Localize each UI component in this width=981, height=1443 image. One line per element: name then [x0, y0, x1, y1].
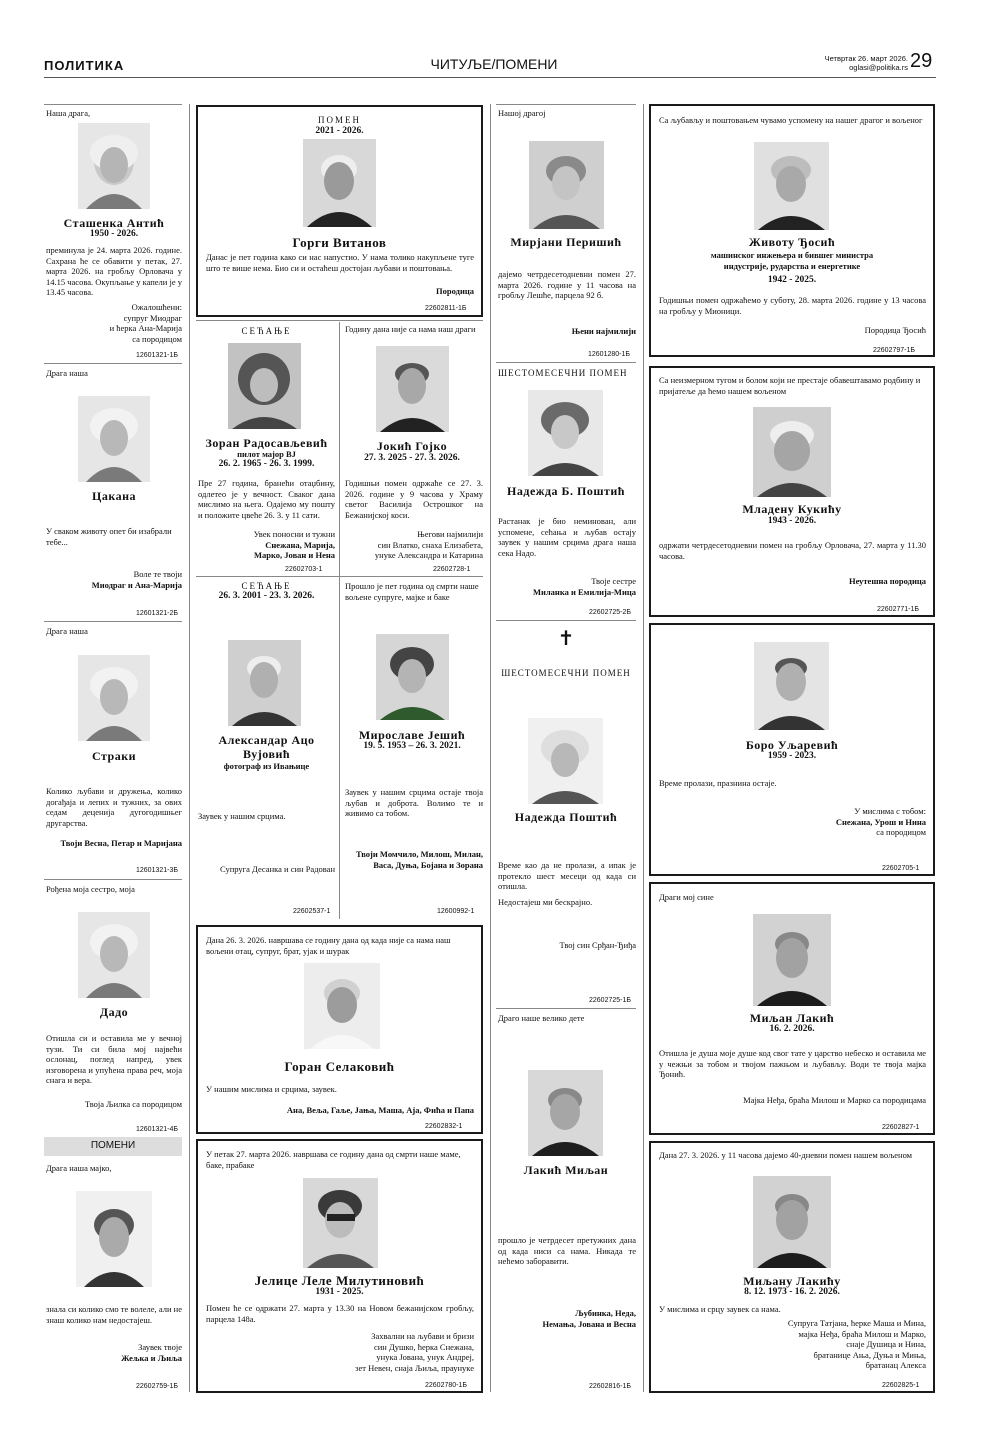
portrait-photo [754, 642, 829, 730]
issue-date: Четвртак 26. март 2026. oglasi@politika.rs [824, 54, 908, 72]
ad-code: 12601321-2Б [136, 610, 178, 617]
notice-intro: Драга наша [46, 626, 88, 636]
deceased-name: Мирјани Перишић [510, 235, 622, 249]
portrait-photo [303, 1178, 378, 1268]
notice-text: У нашим мислима и срцима, заувек. [206, 1084, 337, 1094]
ad-code: 22602811-1Б [425, 305, 467, 312]
deceased-role: фотограф из Ивањице [223, 761, 310, 771]
ad-code: 12601280-1Б [588, 351, 630, 358]
notice-text: одржати четрдесетодневни помен на гробљу Орловача, 27. марта у 11.30 часова. [659, 540, 926, 561]
notice-label: ШЕСТОМЕСЕЧНИ ПОМЕН [498, 368, 628, 378]
signature: Мајка Неђа, браћа Милош и Марко са породицама [743, 1095, 926, 1105]
notice-intro: Драго наше велико дете [498, 1013, 585, 1023]
portrait-photo [529, 141, 604, 229]
deceased-name: Надежда Б. Поштић [507, 484, 625, 498]
deceased-name: Александар Ацо Вујовић [218, 733, 315, 761]
signature: Захвални на љубави и бризи син Душко, ћерка Снежана, унука Јована, унук Андреј, зет Невен, снаја Љиља, праунуке [355, 1331, 474, 1373]
life-dates: 1959 - 2023. [767, 751, 817, 761]
portrait-photo [528, 390, 603, 476]
life-dates: 16. 2. 2026. [769, 1024, 815, 1034]
life-dates: 26. 2. 1965 - 26. 3. 1999. [218, 459, 315, 469]
deceased-name: Мирославе Јешић [358, 728, 466, 742]
signature: Твоји Момчило, Милош, Милан, Васа, Дуња, Бојана и Зорана [356, 849, 483, 870]
deceased-name: Страки [91, 749, 137, 763]
section-label-pomeni: ПОМЕНИ [44, 1137, 182, 1156]
page-header [44, 50, 936, 82]
deceased-name: Сташенка Антић [63, 216, 165, 230]
portrait-photo [228, 343, 301, 429]
portrait-photo [528, 718, 603, 804]
column-divider [189, 104, 190, 1392]
portrait-photo [754, 142, 829, 230]
life-dates: 1942 - 2025. [767, 275, 817, 285]
notice-intro: Наша драга, [46, 108, 91, 118]
notice-text: Помен ће се одржати 27. марта у 13.30 на Новом бежанијском гробљу, парцела 148а. [206, 1303, 474, 1324]
life-dates: 1943 - 2026. [767, 516, 817, 526]
signature: Супруга Десанка и син Радован [220, 864, 335, 874]
notice-intro: Драга наша мајко, [46, 1163, 112, 1173]
deceased-name: Јокић Гојко [376, 439, 448, 453]
signature: Неутешна породица [848, 576, 926, 586]
notice-intro: Рођена моја сестро, моја [46, 884, 135, 894]
deceased-name: Лакић Миљан [523, 1163, 609, 1177]
notice-text: Отишла је душа моје душе код свог тате у царство небеско и оставила ме у чежњи за тобом и твојом пажњом и љубављу. Води те твоја мајка Ђонић. [659, 1048, 926, 1079]
notice-text: Годишњи помен одржаће се 27. 3. 2026. године у 9 часова у Храму светог Василија Острошког на Бежанијској коси. [345, 478, 483, 520]
portrait-photo [753, 407, 831, 497]
deceased-name: Горан Селаковић [284, 1059, 395, 1074]
notice-label: СЕЋАЊЕ [241, 326, 292, 336]
section-title: ЧИТУЉЕ/ПОМЕНИ [430, 56, 558, 72]
notice-text: дајемо четрдесетодневни помен 27. марта 2026. године у 11 часова на гробљу Лешће, парцела 92 б. [498, 269, 636, 300]
signature: Ожалошћени: супруг Миодраг и ћерка Ана-Марија са породицом [109, 302, 182, 344]
notice-text: преминула је 24. марта 2026. године. Сахрана ће се обавити у петак, 27. марта 2026. на гробљу Орловача у 14.15 часова. Окупљање у капели је у 13.45 часова. [46, 245, 182, 297]
notice-intro: Дана 26. 3. 2026. навршава се годину дана од када није са нама наш вољени отац, супруг, брат, ујак и шурак [206, 935, 451, 956]
portrait-photo [228, 640, 301, 726]
portrait-photo [76, 1191, 152, 1287]
portrait-photo [78, 396, 150, 482]
notice-intro: Са неизмерном тугом и болом који не престаје обавештавамо родбину и пријатеље да ћемо нашем вољеном [659, 375, 921, 396]
deceased-name: Младену Кукићу [742, 502, 842, 516]
deceased-name: Боро Уљаревић [745, 738, 839, 752]
life-dates: 26. 3. 2001 - 23. 3. 2026. [218, 591, 315, 601]
notice-text: Заувек у нашим срцима остаје твоја љубав и доброта. Волимо те и живимо са тобом. [345, 787, 483, 818]
life-dates: 1950 - 2026. [89, 229, 139, 239]
notice-label: СЕЋАЊЕ [241, 581, 292, 591]
header-rule [44, 77, 936, 78]
notice-text: Колико љубави и дружења, колико догађаја и лепих и тужних, за ових седам деценија дугогодишњег другарства. [46, 786, 182, 828]
ad-code: 22602832-1 [425, 1123, 463, 1130]
signature: У мислима с тобом: Снежана, Урош и Нина са породицом [835, 806, 926, 837]
ad-code: 22602725-2Б [589, 609, 631, 616]
deceased-name: Миљан Лакић [749, 1011, 835, 1025]
deceased-name: Горги Витанов [292, 235, 387, 250]
ad-code: 22602537-1 [293, 908, 331, 915]
ad-code: 12600992-1 [437, 908, 475, 915]
life-dates: 27. 3. 2025 - 27. 3. 2026. [364, 453, 460, 463]
deceased-name: Зоран Радосављевић [205, 436, 328, 450]
ad-code: 22602703-1 [285, 566, 323, 573]
notice-intro: Нашој драгој [498, 108, 546, 118]
column-divider [643, 104, 644, 1392]
life-dates: 1931 - 2025. [315, 1287, 364, 1297]
signature: Породица Ђосић [864, 325, 926, 335]
deceased-name: Цакана [92, 489, 136, 503]
signature: Твоја Љилка са породицом [84, 1099, 182, 1109]
portrait-photo [753, 914, 831, 1006]
notice-text: У сваком животу опет би изабрали тебе... [46, 526, 172, 547]
ad-code: 12601321-4Б [136, 1126, 178, 1133]
signature: Твоје сестре Миланка и Емилија-Мица [532, 576, 636, 597]
deceased-role: пилот мајор ВЈ [237, 449, 296, 459]
notice-text: У мислима и срцу заувек са нама. [659, 1304, 781, 1314]
notice-label: ПОМЕН [318, 115, 361, 125]
notice-intro: У петак 27. марта 2026. навршава се годину дана од смрти наше маме, баке, прабаке [206, 1149, 461, 1170]
notice-label: ШЕСТОМЕСЕЧНИ ПОМЕН [501, 668, 631, 678]
signature: Њени најмилији [571, 326, 636, 336]
newspaper-logo: ПОЛИТИКА [44, 58, 125, 73]
ad-code: 22602771-1Б [877, 606, 919, 613]
notice-text: Недостајеш ми бескрајно. [498, 897, 593, 907]
notice-text: прошло је четрдесет претужних дана од када ниси са нама. Никада те нећемо заборавити. [498, 1235, 636, 1266]
notice-text: Годишњи помен одржаћемо у суботу, 28. марта 2026. године у 13 часова на гробљу у Мионици. [659, 295, 926, 316]
notice-text: Пре 27 година, бранећи отаџбину, одлетео је у вечност. Сваког дана мислимо на њега. Одајемо му пошту и положите цвеће 26. 3. у 11 сати. [198, 478, 335, 520]
ad-code: 12601321-3Б [136, 867, 178, 874]
ad-code: 22602728-1 [433, 566, 471, 573]
ad-code: 22602780-1Б [425, 1382, 467, 1389]
page-number: 29 [910, 50, 933, 72]
orthodox-cross-icon: ✝ [557, 628, 575, 650]
notice-intro: Прошло је пет година од смрти наше вољене супруге, мајке и баке [345, 581, 479, 602]
ad-code: 22602827-1 [882, 1124, 920, 1131]
life-dates: 19. 5. 1953 – 26. 3. 2021. [363, 741, 461, 751]
notice-intro: Драги мој сине [659, 892, 714, 902]
portrait-photo [78, 655, 150, 741]
ad-code: 22602825-1 [882, 1382, 920, 1389]
notice-intro: Са љубављу и поштовањем чувамо успомену на нашег драгог и вољеног [659, 115, 923, 125]
ad-code: 22602816-1Б [589, 1383, 631, 1390]
notice-intro: Дана 27. 3. 2026. у 11 часова дајемо 40-дневни помен нашем вољеном [659, 1150, 913, 1160]
notice-text: Данас је пет година како си нас напустио. У нама толико накупљене туге што те више нема. Био си и остаћеш достојан љубави и поштовања. [206, 252, 474, 273]
portrait-photo [376, 346, 449, 432]
life-dates: 8. 12. 1973 - 16. 2. 2026. [744, 1287, 840, 1297]
portrait-photo [78, 912, 150, 998]
notice-intro: Драга наша [46, 368, 88, 378]
portrait-photo [528, 1070, 603, 1156]
signature: Супруга Татјана, ћерке Маша и Мина, мајка Неђа, браћа Милош и Марко, снаје Душица и Нина, братанице Ања, Дуња и Миња, братанац Алекса [787, 1318, 926, 1370]
notice-text: Време као да не пролази, а ипак је протекло шест месеци од када си отишла. [498, 860, 636, 891]
deceased-role: машинског инжењера и бившег министра индустрије, рударства и енергетике [710, 250, 874, 271]
deceased-name: Јелице Леле Милутиновић [254, 1273, 425, 1288]
portrait-photo [304, 963, 380, 1049]
signature: Породица [436, 286, 474, 296]
ad-code: 22602725-1Б [589, 997, 631, 1004]
signature: Твој син Срђан-Ђиђа [559, 940, 636, 950]
signature: Заувек твоје Жељка и Љиља [121, 1342, 182, 1363]
signature: Увек поносни и тужни Снежана, Марија, Марко, Јован и Нена [253, 529, 335, 560]
life-dates: 2021 - 2026. [315, 126, 364, 136]
ad-code: 12601321-1Б [136, 352, 178, 359]
notice-intro: Годину дана није са нама наш драги [345, 324, 476, 334]
signature: Твоји Весна, Петар и Маријана [60, 838, 182, 848]
ad-code: 22602797-1Б [873, 347, 915, 354]
notice-text: Растанак је био неминован, али успомене, сећања и љубав остају заувек у нашим срцима драга наша сека Надо. [498, 516, 636, 558]
deceased-name: Миљану Лакићу [743, 1274, 841, 1288]
signature: Његови најмилији син Влатко, снаха Елизабета, унуке Александра и Катарина [374, 529, 483, 560]
ad-code: 22602705-1 [882, 865, 920, 872]
ad-code: 22602759-1Б [136, 1383, 178, 1390]
deceased-name: Животу Ђосић [748, 235, 836, 249]
notice-text: Отишла си и оставила ме у вечној тузи. Ти си била мој највећи ослонац, поглед напред, увек изговорена и упућена права реч, моја снага и вера. [46, 1033, 182, 1085]
column-divider [490, 104, 491, 1392]
notice-text: знала си колико смо те волеле, али не знаш колико нам недостајеш. [46, 1304, 182, 1325]
portrait-photo [78, 123, 150, 209]
signature: Ана, Веља, Гаље, Јања, Маша, Аја, Фића и Папа [286, 1105, 474, 1115]
signature: Љубинка, Неда, Немања, Јована и Весна [542, 1308, 636, 1329]
portrait-photo [303, 139, 376, 227]
deceased-name: Надежда Поштић [514, 810, 618, 824]
deceased-name: Дадо [99, 1005, 129, 1019]
portrait-photo [376, 634, 449, 720]
notice-text: Време пролази, празнина остаје. [659, 778, 777, 788]
signature: Воле те твоји Миодраг и Ана-Марија [91, 569, 182, 590]
portrait-photo [753, 1176, 831, 1268]
notice-text: Заувек у нашим срцима. [198, 811, 286, 821]
